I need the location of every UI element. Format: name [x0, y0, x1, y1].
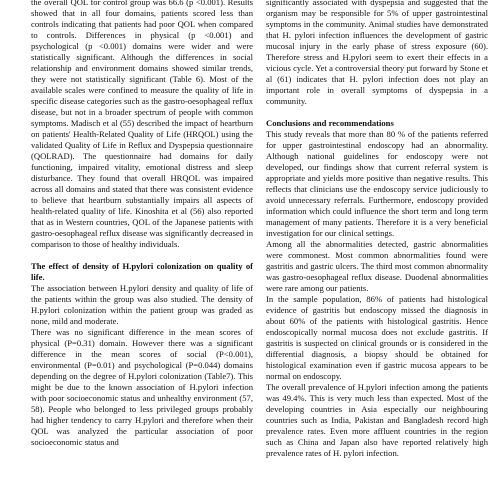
paragraph: The overall prevalence of H.pylori infection among the patients was 49.4%. This is very much less than expected. Most of the developing countries in Asia especially our neighbouring countries such as India, Pakistan and Bangladesh record high prevalence rates. Even more affluent countries in the region such as China and Japan also have reported relatively high prevalence rates of H. pylori infection.	[266, 382, 488, 458]
paragraph: There was no significant difference in the mean scores of physical (P=0.31) domain. However there was a significant difference in the mean scores of social (P<0.001), environmental (P=0.01) and psychological (P=0.044) domains depending on the degree of H.pylori colonization (Table7). This might be due to the known association of H.pylori infection with poor socioeconomic status and unhealthy environment (57, 58). People who belonged to less privileged groups probably had higher tendency to carry H.pylori and therefore when their QOL was analyzed the particular association of poor socioeconomic status and	[31, 327, 253, 447]
paragraph: In the sample population, 86% of patients had histological evidence of gastritis but endoscopy missed the diagnosis in about 60% of the patients with histological gastritis. Hence endoscopically normal mucosa does not exclude gastritis. If gastritis is suspected on clinical grounds or is considered in the differential diagnosis, a biopsy should be obtained for histological examination even if gastric mucosa appears to be normal on endoscopy.	[266, 294, 488, 381]
right-column	[266, 0, 488, 459]
paragraph: This study reveals that more than 80 % of the patients referred for upper gastrointestinal endoscopy had an abnormality. Although national guidelines for endoscopy were not developed, our findings show that current referral system is appropriate and yields more positive than negative results. This reflects that clinicians use the endoscopy service judiciously to avoid unnecessary referrals. Furthermore, endoscopy provided information which could influence the short term and long term management of many patients. Therefore it is a very beneficial investigation for our clinical settings.	[266, 129, 488, 238]
section-heading: The effect of density of H.pylori colonization on quality of life.	[31, 261, 253, 282]
paragraph: Among all the abnormalities detected, gastric abnormalities were commonest. Most common abnormalities found were gastritis and gastric ulcers. The third most common abnormality was gastro-oesophageal reflux disease. Duodenal abnormalities were rare among our patients.	[266, 239, 488, 293]
paragraph: the overall QOL for control group was 66.6 (p <0.001). Results showed that in all four domains, patients scored less than controls indicating that patients had poor QOL when compared to controls. Differences in physical (p <0.001) and psychological (p <0.001) domains were wider and were statistically significant. Although the differences in social relationship and environment domains showed similar trends, they were not statistically significant (Table 6). Most of the available scales were confined to measure the quality of life in specific disease categories such as the gastro-oesophageal reflux disease, but not in a broader spectrum of people with common symptoms. Madisch et al (55) described the impact of heartburn on patients' Health-Related Quality of Life (HRQOL) using the validated Quality of Life in Reflux and Dyspepsia questionnaire (QOLRAD). The questionnaire had domains for daily functioning, impaired vitality, emotional distress and sleep disturbance. They found that overall HRQOL was impaired across all domains and stated that there was consistent evidence to believe that heartburn substantially impairs all aspects of health-related quality of life. Kinoshita et al (56) also reported that as in Western countries, QOL of the Japanese patients with gastro-oesophageal reflux disease was significantly decreased in comparison to those of healthy individuals.	[31, 0, 253, 249]
section-heading: Conclusions and recommendations	[266, 118, 394, 128]
paragraph: The association between H.pylori density and quality of life of the patients within the group was also studied. The density of H.pylori colonization within the patient group was graded as none, mild and moderate.	[31, 283, 253, 326]
paragraph: significantly associated with dyspepsia and suggested that the organism may be responsible for 5% of upper gastrointestinal symptoms in the community. Animal studies have demonstrated that H. pylori infection influences the development of gastric mucosal injury in the early phase of stress exposure (60). Therefore stress and H.pylori seem to exert their effects in a vicious cycle. Yet a controversial theory put forward by Stone et al (61) indicates that H. pylori infection does not play an important role in overall symptoms of dyspepsia in a community.	[266, 0, 488, 106]
left-column	[31, 0, 253, 448]
